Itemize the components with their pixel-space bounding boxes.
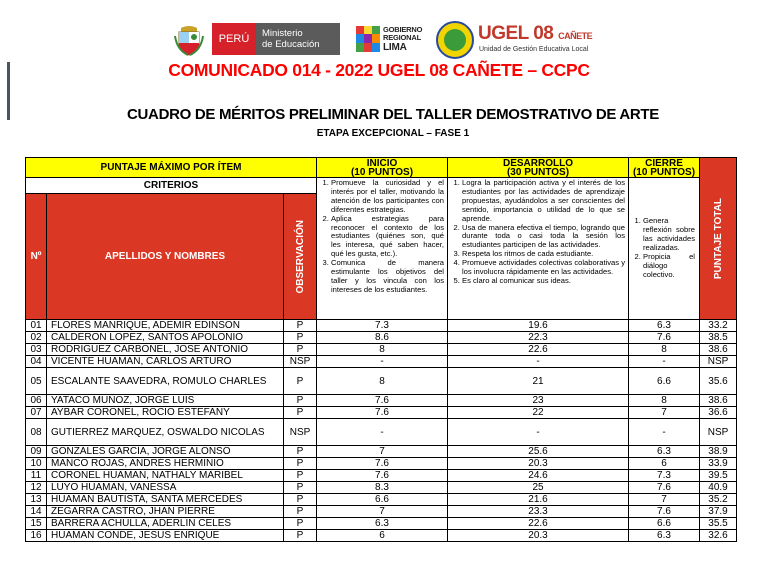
- row-cierre-score: 6.6: [629, 518, 700, 530]
- row-name: CALDERON LOPEZ, SANTOS APOLONIO: [47, 332, 284, 344]
- puntaje-total-header: [700, 158, 737, 320]
- row-inicio-score: 8: [317, 368, 448, 395]
- table-row: [26, 530, 737, 542]
- row-name: VICENTE HUAMAN, CARLOS ARTURO: [47, 356, 284, 368]
- row-cierre-score: 7.6: [629, 482, 700, 494]
- row-desarrollo-score: 23.3: [448, 506, 629, 518]
- row-inicio-score: 7.6: [317, 407, 448, 419]
- row-observacion: P: [284, 506, 317, 518]
- row-total-score: 33.2: [700, 320, 737, 332]
- row-observacion: P: [284, 458, 317, 470]
- row-cierre-score: 6.6: [629, 368, 700, 395]
- desarrollo-criterion: 1. Logra la participación activa y el interés de los estudiantes por las actividades de aprendizaje propuestas, ayudándolos a ser conscientes del sentido, importancia o utilidad de lo que se aprende.: [462, 179, 625, 224]
- row-cierre-score: 6.3: [629, 446, 700, 458]
- gore-line3: LIMA: [383, 42, 407, 53]
- desarrollo-criterion: 5. Es claro al comunicar sus ideas.: [462, 277, 625, 286]
- ministerio-logo: [256, 23, 340, 55]
- row-total-score: 35.2: [700, 494, 737, 506]
- row-number: 12: [26, 482, 47, 494]
- inicio-header: [317, 158, 448, 178]
- row-total-score: 38.6: [700, 344, 737, 356]
- row-total-score: NSP: [700, 419, 737, 446]
- row-number: 02: [26, 332, 47, 344]
- row-total-score: 40.9: [700, 482, 737, 494]
- row-name: HUAMAN CONDE, JESUS ENRIQUE: [47, 530, 284, 542]
- row-inicio-score: 8: [317, 344, 448, 356]
- row-cierre-score: 8: [629, 395, 700, 407]
- cierre-title: CIERRE: [645, 157, 683, 169]
- criterios-header: CRITERIOS: [26, 178, 317, 194]
- ugel-city: CAÑETE: [558, 31, 593, 41]
- row-total-score: 35.6: [700, 368, 737, 395]
- table-row: [26, 368, 737, 395]
- row-cierre-score: -: [629, 419, 700, 446]
- number-column-header: Nº: [26, 194, 47, 320]
- inicio-criterion: 2. Aplica estrategias para reconocer el contexto de los estudiantes (quiénes son, qué les interesa, qué saben hacer, qué les gusta, etc.).: [331, 215, 444, 260]
- row-number: 07: [26, 407, 47, 419]
- row-inicio-score: 7: [317, 506, 448, 518]
- table-row: [26, 506, 737, 518]
- row-cierre-score: 7.6: [629, 332, 700, 344]
- gore-line1: GOBIERNO: [383, 25, 423, 34]
- row-desarrollo-score: 20.3: [448, 530, 629, 542]
- table-row: [26, 458, 737, 470]
- row-inicio-score: 7.6: [317, 395, 448, 407]
- inicio-criteria: [317, 178, 448, 320]
- row-cierre-score: 6.3: [629, 530, 700, 542]
- table-row: [26, 344, 737, 356]
- row-total-score: 36.6: [700, 407, 737, 419]
- row-inicio-score: 8.3: [317, 482, 448, 494]
- row-number: 10: [26, 458, 47, 470]
- table-row: [26, 419, 737, 446]
- row-observacion: P: [284, 446, 317, 458]
- row-total-score: NSP: [700, 356, 737, 368]
- row-number: 09: [26, 446, 47, 458]
- observacion-label: OBSERVACIÓN: [294, 219, 306, 294]
- row-number: 11: [26, 470, 47, 482]
- inicio-points: (10 PUNTOS): [350, 166, 414, 178]
- row-inicio-score: 8.6: [317, 332, 448, 344]
- row-cierre-score: 6.3: [629, 320, 700, 332]
- row-name: MANCO ROJAS, ANDRÉS HERMINIO: [47, 458, 284, 470]
- row-number: 04: [26, 356, 47, 368]
- ugel-seal-icon: [436, 21, 474, 59]
- row-cierre-score: -: [629, 356, 700, 368]
- row-cierre-score: 6: [629, 458, 700, 470]
- table-row: [26, 446, 737, 458]
- row-desarrollo-score: 25.6: [448, 446, 629, 458]
- gobierno-regional-icon: [356, 26, 380, 52]
- row-name: HUAMAN BAUTISTA, SANTA MERCEDES: [47, 494, 284, 506]
- row-observacion: P: [284, 332, 317, 344]
- observacion-column-header: [284, 194, 317, 320]
- table-row: [26, 518, 737, 530]
- row-observacion: P: [284, 407, 317, 419]
- row-name: GUTIERREZ MARQUEZ, OSWALDO NICOLAS: [47, 419, 284, 446]
- row-cierre-score: 8: [629, 344, 700, 356]
- desarrollo-criterion: 3. Respeta los ritmos de cada estudiante.: [462, 250, 625, 259]
- row-cierre-score: 7.6: [629, 506, 700, 518]
- puntaje-total-label: PUNTAJE TOTAL: [712, 197, 724, 280]
- row-desarrollo-score: 22: [448, 407, 629, 419]
- row-observacion: P: [284, 482, 317, 494]
- row-name: GONZALES GARCÍA, JORGE ALONSO: [47, 446, 284, 458]
- row-name: ZEGARRA CASTRO, JHAN PIERRE: [47, 506, 284, 518]
- inicio-criterion: 1. Promueve la curiosidad y el interés por el taller, motivando la atención de los participantes con diferentes estrategias.: [331, 179, 444, 215]
- row-desarrollo-score: 22.6: [448, 518, 629, 530]
- peru-logo-text: PERÚ: [218, 33, 250, 45]
- row-number: 13: [26, 494, 47, 506]
- row-total-score: 38.6: [700, 395, 737, 407]
- row-total-score: 38.9: [700, 446, 737, 458]
- row-name: CORONEL HUAMAN, NATHALY MARIBEL: [47, 470, 284, 482]
- row-observacion: P: [284, 395, 317, 407]
- row-observacion: NSP: [284, 419, 317, 446]
- table-row: [26, 356, 737, 368]
- row-desarrollo-score: 23: [448, 395, 629, 407]
- row-desarrollo-score: -: [448, 356, 629, 368]
- row-total-score: 37.9: [700, 506, 737, 518]
- document-subtitle: ETAPA EXCEPCIONAL – FASE 1: [316, 128, 470, 139]
- row-desarrollo-score: 21.6: [448, 494, 629, 506]
- ugel-title: UGEL 08: [478, 23, 554, 44]
- row-total-score: 39.5: [700, 470, 737, 482]
- row-observacion: P: [284, 470, 317, 482]
- row-inicio-score: 6: [317, 530, 448, 542]
- row-name: ESCALANTE SAAVEDRA, ROMULO CHARLES: [47, 368, 284, 395]
- merit-table: [25, 157, 737, 542]
- ugel-logo: [436, 21, 596, 61]
- table-row: [26, 320, 737, 332]
- row-desarrollo-score: 22.3: [448, 332, 629, 344]
- row-name: LUYO HUAMAN, VANESSA: [47, 482, 284, 494]
- row-inicio-score: 7: [317, 446, 448, 458]
- row-desarrollo-score: 24.6: [448, 470, 629, 482]
- row-number: 15: [26, 518, 47, 530]
- desarrollo-criterion: 2. Usa de manera efectiva el tiempo, logrando que durante toda o casi toda la sesión los estudiantes participen de las actividades.: [462, 224, 625, 251]
- row-name: AYBAR CORONEL, ROCIO ESTEFANY: [47, 407, 284, 419]
- comunicado-title: COMUNICADO 014 - 2022 UGEL 08 CAÑETE – CCPC: [168, 60, 590, 80]
- row-desarrollo-score: 20.3: [448, 458, 629, 470]
- cierre-criterion: 1. Genera reflexión sobre las actividades realizadas.: [643, 217, 695, 253]
- row-observacion: P: [284, 368, 317, 395]
- row-observacion: P: [284, 320, 317, 332]
- row-desarrollo-score: -: [448, 419, 629, 446]
- row-observacion: NSP: [284, 356, 317, 368]
- document-title: CUADRO DE MÉRITOS PRELIMINAR DEL TALLER DEMOSTRATIVO DE ARTE: [126, 106, 659, 123]
- row-number: 06: [26, 395, 47, 407]
- row-name: BARRERA ACHULLA, ADERLIN CELES: [47, 518, 284, 530]
- table-body: [26, 320, 737, 542]
- coat-of-arms-icon: [174, 24, 204, 56]
- cierre-criterion: 2. Propicia el diálogo colectivo.: [643, 253, 695, 280]
- header-logos: [170, 20, 593, 62]
- desarrollo-header: [448, 158, 629, 178]
- row-inicio-score: 7.6: [317, 458, 448, 470]
- row-cierre-score: 7: [629, 494, 700, 506]
- table-row: [26, 482, 737, 494]
- row-number: 08: [26, 419, 47, 446]
- row-total-score: 35.5: [700, 518, 737, 530]
- row-name: FLORES MANRIQUE, ADEMIR EDINSON: [47, 320, 284, 332]
- desarrollo-criteria: [448, 178, 629, 320]
- ministerio-line1: Ministerio: [262, 28, 303, 39]
- row-inicio-score: 6.6: [317, 494, 448, 506]
- row-number: 05: [26, 368, 47, 395]
- table-row: [26, 407, 737, 419]
- row-number: 16: [26, 530, 47, 542]
- ministerio-line2: de Educación: [262, 39, 320, 50]
- table-row: [26, 494, 737, 506]
- puntaje-maximo-header: PUNTAJE MÁXIMO POR ÍTEM: [26, 158, 317, 178]
- row-desarrollo-score: 19.6: [448, 320, 629, 332]
- row-cierre-score: 7.3: [629, 470, 700, 482]
- row-number: 03: [26, 344, 47, 356]
- table-row: [26, 395, 737, 407]
- row-inicio-score: 6.3: [317, 518, 448, 530]
- table-row: [26, 470, 737, 482]
- desarrollo-criterion: 4. Promueve actividades colectivas colaborativas y los involucra rápidamente en las actividades.: [462, 259, 625, 277]
- row-total-score: 38.5: [700, 332, 737, 344]
- row-cierre-score: 7: [629, 407, 700, 419]
- row-number: 14: [26, 506, 47, 518]
- row-number: 01: [26, 320, 47, 332]
- row-inicio-score: 7.6: [317, 470, 448, 482]
- row-inicio-score: -: [317, 419, 448, 446]
- row-name: RODRIGUEZ CARBONEL, JOSE ANTONIO: [47, 344, 284, 356]
- row-observacion: P: [284, 494, 317, 506]
- row-inicio-score: -: [317, 356, 448, 368]
- row-desarrollo-score: 22.6: [448, 344, 629, 356]
- cierre-header: [629, 158, 700, 178]
- row-desarrollo-score: 25: [448, 482, 629, 494]
- row-inicio-score: 7.3: [317, 320, 448, 332]
- cierre-criteria: [629, 178, 700, 320]
- table-row: [26, 332, 737, 344]
- row-name: YATACO MUÑOZ, JORGE LUIS: [47, 395, 284, 407]
- row-observacion: P: [284, 518, 317, 530]
- row-observacion: P: [284, 530, 317, 542]
- inicio-title: INICIO: [366, 157, 398, 169]
- peru-logo: [212, 23, 256, 55]
- row-desarrollo-score: 21: [448, 368, 629, 395]
- gore-line2: REGIONAL: [383, 33, 421, 42]
- row-observacion: P: [284, 344, 317, 356]
- name-column-header: APELLIDOS Y NOMBRES: [47, 194, 284, 320]
- row-total-score: 33.9: [700, 458, 737, 470]
- ugel-subtitle: Unidad de Gestión Educativa Local: [479, 46, 589, 53]
- desarrollo-title: DESARROLLO: [503, 157, 573, 169]
- inicio-criterion: 3. Comunica de manera estimulante los objetivos del taller y los vincula con los intereses de los estudiantes.: [331, 259, 444, 295]
- row-total-score: 32.6: [700, 530, 737, 542]
- desarrollo-points: (30 PUNTOS): [506, 166, 570, 178]
- gobierno-regional-logo: [356, 26, 428, 56]
- cierre-points: (10 PUNTOS): [632, 166, 696, 178]
